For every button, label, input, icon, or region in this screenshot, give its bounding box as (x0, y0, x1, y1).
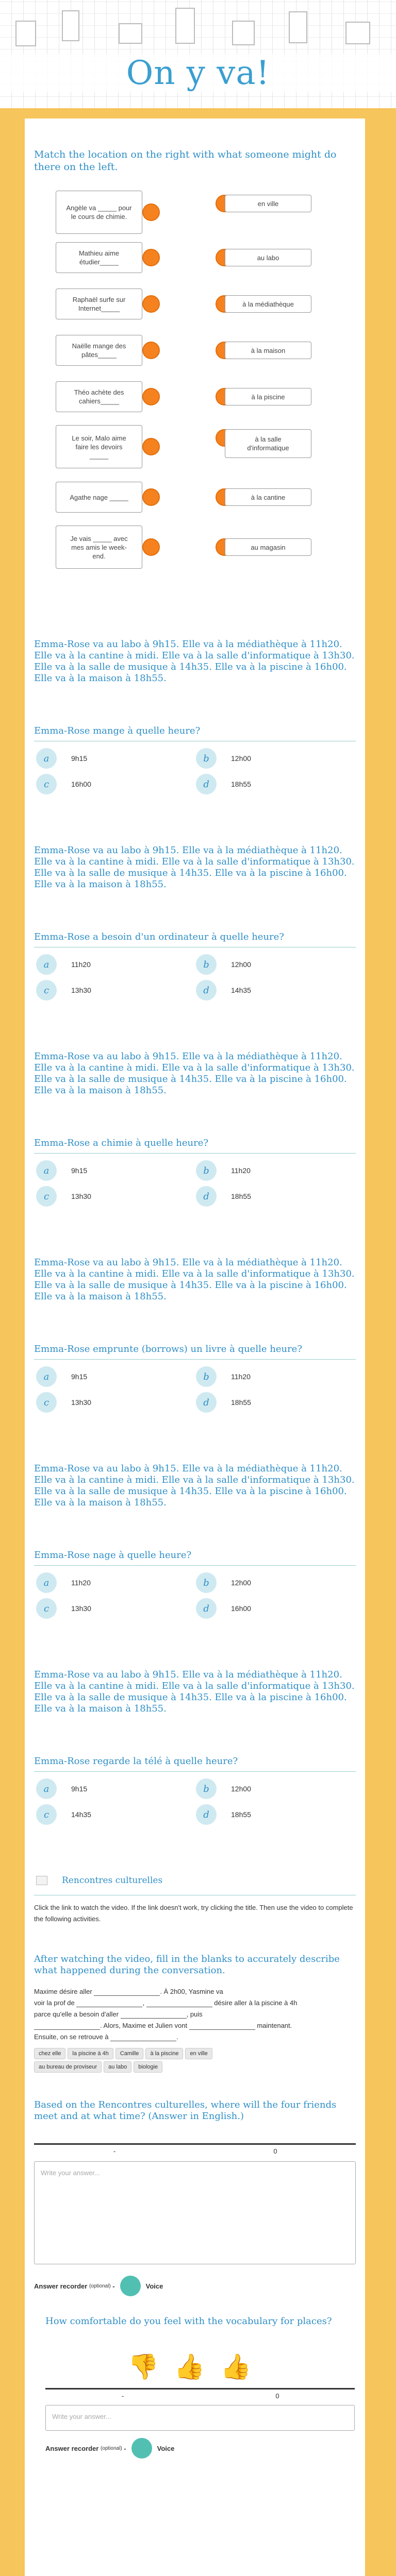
thumbs-sideways-icon[interactable]: 👍 (174, 2353, 205, 2381)
video-instructions: Click the link to watch the video. If the link doesn't work, try clicking the title. Then use the video to complete the following activities. (34, 1904, 353, 1923)
house-doodle (175, 8, 195, 44)
match-connector[interactable] (142, 438, 160, 455)
word-chip[interactable]: Camille (116, 2048, 144, 2059)
blank-input[interactable] (76, 2000, 142, 2007)
fill-paragraph: Maxime désire aller . À 2h00, Yasmine va voir la prof de , désire aller à la piscine à 4h parce qu'elle a besoin d'aller , puis . Alors, Maxime et Julien vont maintenant. Ensuite, on se retrouve à . (34, 1988, 298, 2041)
response-table: - 0 (34, 2143, 356, 2157)
option-letter-b: b (196, 1778, 217, 1799)
word-chip[interactable]: à la piscine (145, 2048, 183, 2059)
match-right-item[interactable]: à la médiathèque (225, 295, 311, 313)
word-chip[interactable]: chez elle (34, 2048, 65, 2059)
answer-option-a[interactable]: a 9h15 (36, 1778, 87, 1799)
option-letter-d: d (196, 1186, 217, 1207)
page-title: On y va! (0, 54, 396, 92)
header-banner (0, 0, 396, 108)
option-letter-b: b (196, 1366, 217, 1387)
worksheet (25, 118, 365, 2576)
option-letter-d: d (196, 774, 217, 794)
reading-passage: Emma-Rose va au labo à 9h15. Elle va à la médiathèque à 11h20. Elle va à la cantine à midi. Elle va à la salle d'informatique à 13h30. Elle va à la salle de musique à 14h35. Elle va à la piscine à 16h00. Elle va à la maison à 18h55. (34, 1257, 355, 1302)
match-connector[interactable] (142, 388, 160, 405)
match-left-item[interactable]: Naëlle mange des pâtes_____ (56, 335, 142, 366)
match-connector[interactable] (142, 249, 160, 266)
match-right-item[interactable]: au magasin (225, 538, 311, 556)
option-letter-c: c (36, 1804, 57, 1825)
answer-option-b[interactable]: b 11h20 (196, 1160, 251, 1181)
question-text: Emma-Rose mange à quelle heure? (34, 725, 201, 736)
match-connector[interactable] (142, 295, 160, 313)
option-letter-b: b (196, 954, 217, 975)
answer-option-c[interactable]: c 14h35 (36, 1804, 91, 1825)
option-letter-d: d (196, 1392, 217, 1413)
answer-option-b[interactable]: b 12h00 (196, 954, 251, 975)
option-letter-b: b (196, 1160, 217, 1181)
question-text: Emma-Rose emprunte (borrows) un livre à quelle heure? (34, 1344, 302, 1354)
answer-option-c[interactable]: c 13h30 (36, 980, 91, 1001)
option-letter-d: d (196, 980, 217, 1001)
blank-input[interactable] (34, 2023, 100, 2030)
match-left-item[interactable]: Angèle va _____ pour le cours de chimie. (56, 191, 142, 234)
divider (34, 1359, 356, 1360)
answer-option-d[interactable]: d 18h55 (196, 1392, 251, 1413)
voice-record-button[interactable] (131, 2438, 152, 2459)
answer-option-d[interactable]: d 18h55 (196, 1186, 251, 1207)
answer-option-d[interactable]: d 18h55 (196, 1804, 251, 1825)
word-chip[interactable]: au labo (104, 2061, 131, 2073)
reading-passage: Emma-Rose va au labo à 9h15. Elle va à la médiathèque à 11h20. Elle va à la cantine à midi. Elle va à la salle d'informatique à 13h30. Elle va à la salle de musique à 14h35. Elle va à la piscine à 16h00. Elle va à la maison à 18h55. (34, 1051, 355, 1096)
word-chip[interactable]: en ville (185, 2048, 212, 2059)
voice-record-button[interactable] (120, 2276, 141, 2296)
thumbs-up-icon[interactable]: 👍 (220, 2353, 252, 2381)
question-text: How comfortable do you feel with the vocabulary for places? (45, 2316, 332, 2327)
match-right-item[interactable]: à la piscine (225, 388, 311, 405)
question-text: Emma-Rose a chimie à quelle heure? (34, 1138, 209, 1148)
blank-input[interactable] (146, 2000, 212, 2007)
blank-input[interactable] (189, 2023, 255, 2030)
reading-passage: Emma-Rose va au labo à 9h15. Elle va à la médiathèque à 11h20. Elle va à la cantine à midi. Elle va à la salle d'informatique à 13h30. Elle va à la salle de musique à 14h35. Elle va à la piscine à 16h00. Elle va à la maison à 18h55. (34, 845, 355, 890)
reading-passage: Emma-Rose va au labo à 9h15. Elle va à la médiathèque à 11h20. Elle va à la cantine à midi. Elle va à la salle d'informatique à 13h30. Elle va à la salle de musique à 14h35. Elle va à la piscine à 16h00. Elle va à la maison à 18h55. (34, 1463, 355, 1508)
answer-option-c[interactable]: c 13h30 (36, 1598, 91, 1619)
option-letter-a: a (36, 748, 57, 769)
word-chip[interactable]: au bureau de proviseur (34, 2061, 102, 2073)
thumbs-down-icon[interactable]: 👎 (128, 2353, 159, 2381)
match-left-item[interactable]: Agathe nage _____ (56, 482, 142, 513)
answer-textarea[interactable]: Write your answer... (34, 2161, 356, 2264)
answer-option-c[interactable]: c 16h00 (36, 774, 91, 794)
answer-option-b[interactable]: b 12h00 (196, 1778, 251, 1799)
answer-option-b[interactable]: b 12h00 (196, 1572, 251, 1593)
answer-option-a[interactable]: a 9h15 (36, 1366, 87, 1387)
reading-passage: Emma-Rose va au labo à 9h15. Elle va à la médiathèque à 11h20. Elle va à la cantine à midi. Elle va à la salle d'informatique à 13h30. Elle va à la salle de musique à 14h35. Elle va à la piscine à 16h00. Elle va à la maison à 18h55. (34, 1669, 355, 1714)
answer-recorder: Answer recorder (optional) - Voice (34, 2276, 163, 2296)
word-bank (34, 2048, 356, 2075)
house-doodle (62, 10, 79, 41)
question-text: Emma-Rose a besoin d'un ordinateur à quelle heure? (34, 931, 284, 942)
question-text: Emma-Rose regarde la télé à quelle heure? (34, 1756, 238, 1767)
answer-option-d[interactable]: d 18h55 (196, 774, 251, 794)
match-left-item[interactable]: Mathieu aime étudier_____ (56, 242, 142, 273)
match-right-item[interactable]: à la salle d'informatique (225, 429, 311, 458)
match-left-item[interactable]: Je vais _____ avec mes amis le week-end. (56, 526, 142, 569)
option-letter-d: d (196, 1804, 217, 1825)
question-text: Based on the Rencontres culturelles, where will the four friends meet and at what time? (Answer in English.) (34, 2099, 337, 2122)
answer-option-d[interactable]: d 14h35 (196, 980, 251, 1001)
word-chip[interactable]: la piscine à 4h (68, 2048, 113, 2059)
house-doodle (232, 21, 255, 45)
match-left-item[interactable]: Raphaël surfe sur Internet_____ (56, 289, 142, 319)
answer-option-c[interactable]: c 13h30 (36, 1186, 91, 1207)
match-connector[interactable] (142, 342, 160, 359)
response-table: - 0 (45, 2388, 355, 2402)
match-left-item[interactable]: Le soir, Malo aime faire les devoirs _____ (56, 425, 142, 468)
answer-option-a[interactable]: a 9h15 (36, 748, 87, 769)
match-connector[interactable] (142, 538, 160, 556)
option-letter-a: a (36, 1572, 57, 1593)
word-chip[interactable]: biologie (134, 2061, 162, 2073)
option-letter-a: a (36, 1366, 57, 1387)
answer-option-a[interactable]: a 11h20 (36, 954, 91, 975)
option-letter-c: c (36, 774, 57, 794)
answer-option-b[interactable]: b 12h00 (196, 748, 251, 769)
option-letter-c: c (36, 1598, 57, 1619)
option-letter-b: b (196, 1572, 217, 1593)
blank-input[interactable] (110, 2034, 176, 2041)
house-doodle (345, 22, 370, 44)
house-doodle (119, 23, 142, 44)
option-letter-a: a (36, 954, 57, 975)
rating-icons (128, 2352, 251, 2381)
match-right-item[interactable]: en ville (225, 195, 311, 212)
answer-option-d[interactable]: d 16h00 (196, 1598, 251, 1619)
option-letter-c: c (36, 980, 57, 1001)
reading-passage: Emma-Rose va au labo à 9h15. Elle va à la médiathèque à 11h20. Elle va à la cantine à midi. Elle va à la salle d'informatique à 13h30. Elle va à la salle de musique à 14h35. Elle va à la piscine à 16h00. Elle va à la maison à 18h55. (34, 639, 355, 684)
option-letter-c: c (36, 1392, 57, 1413)
answer-recorder: Answer recorder (optional) - Voice (45, 2438, 174, 2459)
house-doodle (15, 21, 36, 46)
option-letter-a: a (36, 1778, 57, 1799)
option-letter-b: b (196, 748, 217, 769)
answer-option-b[interactable]: b 11h20 (196, 1366, 251, 1387)
video-link[interactable]: Rencontres culturelles (36, 1875, 162, 1886)
answer-option-a[interactable]: a 11h20 (36, 1572, 91, 1593)
option-letter-d: d (196, 1598, 217, 1619)
divider (34, 1565, 356, 1566)
match-right-item[interactable]: à la maison (225, 342, 311, 359)
house-doodle (289, 11, 307, 43)
blank-input[interactable] (94, 1989, 160, 1996)
answer-option-a[interactable]: a 9h15 (36, 1160, 87, 1181)
option-letter-a: a (36, 1160, 57, 1181)
answer-option-c[interactable]: c 13h30 (36, 1392, 91, 1413)
option-letter-c: c (36, 1186, 57, 1207)
blank-input[interactable] (121, 2011, 187, 2019)
divider (34, 1771, 356, 1772)
match-connector[interactable] (142, 488, 160, 506)
match-connector[interactable] (142, 204, 160, 221)
matching-instructions: Match the location on the right with what someone might do there on the left. (34, 149, 337, 173)
broken-image-icon (36, 1876, 47, 1885)
match-right-item[interactable]: à la cantine (225, 488, 311, 506)
divider (34, 1153, 356, 1154)
answer-textarea[interactable]: Write your answer... (45, 2405, 355, 2431)
match-right-item[interactable]: au labo (225, 249, 311, 266)
question-text: Emma-Rose nage à quelle heure? (34, 1550, 192, 1561)
fill-heading: After watching the video, fill in the blanks to accurately describe what happened during the conversation. (34, 1954, 340, 1976)
match-left-item[interactable]: Théo achète des cahiers_____ (56, 381, 142, 412)
